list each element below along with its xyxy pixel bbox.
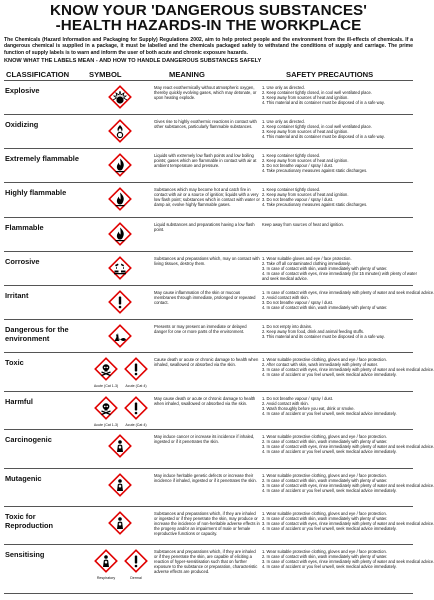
hazard-row-corrosive (4, 251, 417, 285)
precaution-item: 3. In case of contact with eyes, rinse immediately with plenty of water and seek medical advice. (262, 483, 434, 489)
meaning-text: Substances and preparations which, may on contact with living tissues, destroy them. (154, 256, 260, 267)
precaution-item: 1. Use only as directed. (262, 85, 305, 91)
precaution-item: 3. Do not breathe vapour / spray / dust. (262, 300, 333, 306)
meaning-text: May cause death or acute or chronic damage to health when inhaled, swallowed or absorbed via the skin. (154, 396, 256, 407)
intro-paragraph: The Chemicals (Hazard Information and Packaging for Supply) Regulations 2002, aim to help protect people and the environment from the ill-effects of chemicals. If a dangerous chemical is supplied in a package, it must be labelled and the chemicals packaged safely to withstand the conditions of supply and carriage. The prime function of supply labels is to warn and inform the user of both acute and chronic exposure hazards. (4, 37, 413, 56)
precaution-item: 4. In case of accident or you feel unwell, seek medical advice immediately. (262, 411, 397, 417)
classification-label: Explosive (5, 86, 40, 96)
precautions-list (262, 290, 434, 311)
meaning-text: Presents or may present an immediate or delayed danger for one or more parts of the environment. (154, 324, 247, 335)
precaution-item: 3. Wash thoroughly before you eat, drink or smoke. (262, 406, 355, 412)
exclamation-mark-icon (124, 396, 148, 428)
classification-label: Toxic (5, 358, 24, 368)
hazard-row-highly-flammable (4, 182, 413, 217)
skull-crossbones-icon (93, 396, 119, 428)
symbol-label: Dermal (130, 576, 142, 581)
meaning-text: May induce heritable genetic defects or increase their incidence if inhaled, ingested or if it penetrates the skin. (154, 473, 257, 484)
precautions-list (262, 256, 417, 282)
precaution-item: 4. This material and its container must be disposed of in a safe way. (262, 134, 385, 140)
flame-icon (108, 153, 132, 177)
precaution-item: 3. In case of contact with eyes, rinse immediately with plenty of water and seek medical advice. (262, 444, 434, 450)
classification-label: Flammable (5, 223, 44, 233)
symbol-cell (88, 255, 154, 289)
precaution-item: 1. In case of contact with eyes, rinse immediately with plenty of water and seek medical advice. (262, 290, 434, 296)
precaution-item: 2. Avoid contact with skin. (262, 401, 309, 407)
column-headers (4, 66, 413, 80)
subheading: KNOW WHAT THE LABELS MEAN - AND HOW TO HANDLE DANGEROUS SUBSTANCES SAFELY (4, 58, 262, 65)
meaning-text: Substances and preparations which, if they are inhaled or ingested or if they penetrate the skin, may produce or increase the incidence of non-heritable adverse effects in the progeny and/or an impairment of male or female reproductive functions or capacity. (154, 511, 260, 537)
precaution-item: 1. Keep container tightly closed. (262, 187, 321, 193)
classification-label: Corrosive (5, 257, 40, 267)
symbol-cell (88, 548, 154, 582)
hazard-row-irritant (4, 285, 434, 319)
precautions-list (262, 511, 434, 532)
precaution-item: 4. Take precautionary measures against static discharges. (262, 168, 368, 174)
precaution-item: 1. Use only as directed. (262, 119, 305, 125)
hazard-row-harmful (4, 391, 413, 429)
precaution-item: 1. Do not breathe vapour / spray / dust. (262, 396, 333, 402)
hazard-row-sensitising (4, 544, 434, 594)
precaution-item: 3. In case of contact with eyes, rinse immediately with plenty of water and seek medical advice. (262, 521, 434, 527)
precaution-item: 3. In case of contact with skin, wash immediately with plenty of water. (262, 266, 388, 272)
symbol-cell (88, 510, 154, 544)
hazard-row-extremely-flammable (4, 148, 413, 182)
hazard-row-flammable (4, 217, 413, 251)
symbol-cell (88, 395, 154, 429)
precaution-item: 4. Take precautionary measures against static discharges. (262, 202, 368, 208)
classification-label: Irritant (5, 291, 29, 301)
precaution-item: 1. Keep container tightly closed. (262, 153, 321, 159)
precaution-item: Keep away from sources of heat and ignition. (262, 222, 344, 228)
skull-crossbones-icon (93, 357, 119, 389)
symbol-cell (88, 221, 154, 255)
symbol-label: Acute (Cat 4) (125, 423, 147, 428)
classification-label: Highly flammable (5, 188, 67, 198)
meaning-text: Liquids with extremely low flash points and low boiling points; gases which are flammable in contact with air at ambient temperature and pressure. (154, 153, 257, 169)
flame-icon (108, 222, 132, 246)
flame-icon (108, 187, 132, 211)
precaution-item: 3. In case of contact with eyes, rinse immediately with plenty of water and seek medical advice. (262, 559, 434, 565)
poster-title-line-1: KNOW YOUR 'DANGEROUS SUBSTANCES' (49, 2, 367, 19)
health-hazard-icon (108, 434, 132, 458)
meaning-text: Gives rise to highly exothermic reactions in contact with other substances, particularly flammable substances. (154, 119, 257, 130)
classification-label: Oxidizing (5, 120, 39, 130)
precautions-list (262, 549, 434, 570)
precautions-list (262, 357, 434, 378)
precaution-item: 2. In case of contact with skin, wash immediately with plenty of water. (262, 554, 388, 560)
precautions-list (262, 85, 412, 105)
classification-label: Mutagenic (5, 474, 42, 484)
classification-label: Carcinogenic (5, 435, 52, 445)
hazard-row-mutagenic (4, 468, 434, 506)
exploding-bomb-icon (108, 85, 132, 109)
precaution-item: and seek medical advice. (262, 276, 308, 282)
precaution-item: 1. Wear suitable protective clothing, gloves and eye / face protection. (262, 511, 387, 517)
precaution-item: 2. Keep away from sources of heat and ignition. (262, 192, 349, 198)
meaning-text: May cause inflammation of the skin or mucous membranes through immediate, prolonged or repeated contact. (154, 290, 256, 306)
meaning-text: Substances and preparations which, if they are inhaled or if they penetrate the skin, are capable of eliciting a reaction of hyper-sensitisation such that on further exposure to the substance or preparation, characteristic adverse effects are produced. (154, 549, 258, 575)
exclamation-mark-icon (124, 357, 148, 389)
hazard-row-carcinogenic (4, 429, 434, 468)
hazard-row-toxic (4, 352, 434, 391)
precaution-item: 2. In case of contact with skin, wash immediately with plenty of water. (262, 516, 388, 522)
precaution-item: 2. Avoid contact with skin. (262, 295, 309, 301)
precaution-item: 4. In case of contact with eyes, rinse immediately (for 15 minutes) with plenty of water (262, 271, 417, 277)
precaution-item: 3. Keep away from sources of heat and ignition. (262, 95, 349, 101)
symbol-label: Respiratory (96, 576, 116, 581)
hazard-row-dangerous-for-the-environment (4, 319, 413, 352)
precaution-item: 1. Wear suitable protective clothing, gloves and eye / face protection. (262, 549, 387, 555)
meaning-text: May react exothermically without atmospheric oxygen, thereby quickly evolving gases, which may detonate, or upon heating explode. (154, 85, 257, 101)
precaution-item: 4. In case of accident or you feel unwell, seek medical advice immediately. (262, 488, 397, 494)
precautions-list (262, 396, 412, 416)
precaution-item: 3. Do not breathe vapour / spray / dust. (262, 163, 333, 169)
precaution-item: 1. Wear suitable gloves and eye / face protection. (262, 256, 352, 262)
poster-title-line-2: -HEALTH HAZARDS-IN THE WORKPLACE (55, 17, 362, 34)
symbol-cell (88, 433, 154, 467)
precautions-list (262, 222, 412, 227)
exclamation-mark-icon (108, 290, 132, 314)
symbol-cell (88, 186, 154, 220)
header-meaning: MEANING (169, 70, 205, 80)
precautions-list (262, 187, 412, 207)
precaution-item: 1. Wear suitable protective clothing, gloves and eye / face protection. (262, 357, 387, 363)
precaution-item: 2. Keep container tightly closed, in cool well ventilated place. (262, 90, 372, 96)
precaution-item: 3. In case of contact with eyes, rinse immediately with plenty of water and seek medical advice. (262, 367, 434, 373)
precaution-item: 3. This material and its container must be disposed of in a safe way. (262, 334, 385, 340)
classification-label: Harmful (5, 397, 33, 407)
precaution-item: 2. Keep away from food, drink and animal feeding stuffs. (262, 329, 365, 335)
precautions-list (262, 434, 434, 455)
symbol-cell (88, 152, 154, 186)
precaution-item: 3. Keep away from sources of heat and ignition. (262, 129, 349, 135)
precaution-item: 4. In case of contact with skin, wash immediately with plenty of water. (262, 305, 388, 311)
symbol-label: Acute (Cat 1-3) (93, 423, 119, 428)
precaution-item: 4. In case of accident or you feel unwell, seek medical advice immediately. (262, 372, 397, 378)
precautions-list (262, 119, 412, 139)
environment-icon (108, 324, 132, 348)
health-hazard-icon (94, 549, 118, 581)
health-hazard-icon (108, 511, 132, 535)
header-classification: CLASSIFICATION (6, 70, 70, 80)
precautions-list (262, 473, 434, 494)
meaning-text: May induce cancer or increase its incidence if inhaled, ingested or if it penetrates the skin. (154, 434, 255, 445)
header-symbol: SYMBOL (89, 70, 122, 80)
classification-label: Sensitising (5, 550, 45, 560)
exclamation-mark-icon (124, 549, 148, 581)
precaution-item: 2. Keep away from sources of heat and ignition. (262, 158, 349, 164)
precaution-item: 2. Keep container tightly closed, in cool well ventilated place. (262, 124, 372, 130)
precautions-list (262, 324, 412, 339)
symbol-cell (88, 289, 154, 323)
precaution-item: 3. Do not breathe vapour / spray / dust. (262, 197, 333, 203)
precaution-item: 4. This material and its container must be disposed of in a safe way. (262, 100, 385, 106)
hazard-row-explosive (4, 80, 413, 114)
symbol-label: Acute (Cat 1-3) (93, 384, 119, 389)
classification-label: Dangerous for the environment (5, 325, 69, 343)
symbol-cell (88, 84, 154, 118)
hazard-row-toxic-for-reproduction (4, 506, 434, 544)
hazard-row-oxidizing (4, 114, 413, 148)
precaution-item: 2. In case of contact with skin, wash immediately with plenty of water. (262, 439, 388, 445)
precaution-item: 2. Take off all contaminated clothing immediately. (262, 261, 351, 267)
symbol-cell (88, 472, 154, 506)
classification-label: Toxic for Reproduction (5, 512, 54, 530)
precaution-item: 1. Wear suitable protective clothing, gloves and eye / face protection. (262, 434, 387, 440)
corrosion-icon (108, 256, 132, 280)
meaning-text: Substances which may become hot and catch fire in contact with air or a source of ignition; liquids with a very low flash point; substances which in contact with water or damp air, evolve highly flammable gases. (154, 187, 260, 208)
precaution-item: 4. In case of accident or you feel unwell, seek medical advice immediately. (262, 526, 397, 532)
precaution-item: 2. In case of contact with skin, wash immediately with plenty of water. (262, 478, 388, 484)
meaning-text: Liquid substances and preparations having a low flash point. (154, 222, 255, 233)
symbol-cell (88, 356, 154, 390)
precaution-item: 4. In case of accident or you feel unwell, seek medical advice immediately. (262, 449, 397, 455)
health-hazard-icon (108, 473, 132, 497)
precaution-item: 4. In case of accident or you feel unwell, seek medical advice immediately. (262, 564, 397, 570)
meaning-text: Cause death or acute or chronic damage to health when inhaled, swallowed or absorbed via the skin. (154, 357, 259, 368)
precaution-item: 1. Wear suitable protective clothing, gloves and eye / face protection. (262, 473, 387, 479)
symbol-cell (88, 118, 154, 152)
header-safety-precautions: SAFETY PRECAUTIONS (286, 70, 374, 80)
flame-over-circle-icon (108, 119, 132, 143)
precaution-item: 1. Do not empty into drains. (262, 324, 313, 330)
symbol-label: Acute (Cat 4) (125, 384, 147, 389)
precautions-list (262, 153, 412, 173)
precaution-item: 2. After contact with skin, wash immediately with plenty of water. (262, 362, 379, 368)
classification-label: Extremely flammable (5, 154, 79, 164)
